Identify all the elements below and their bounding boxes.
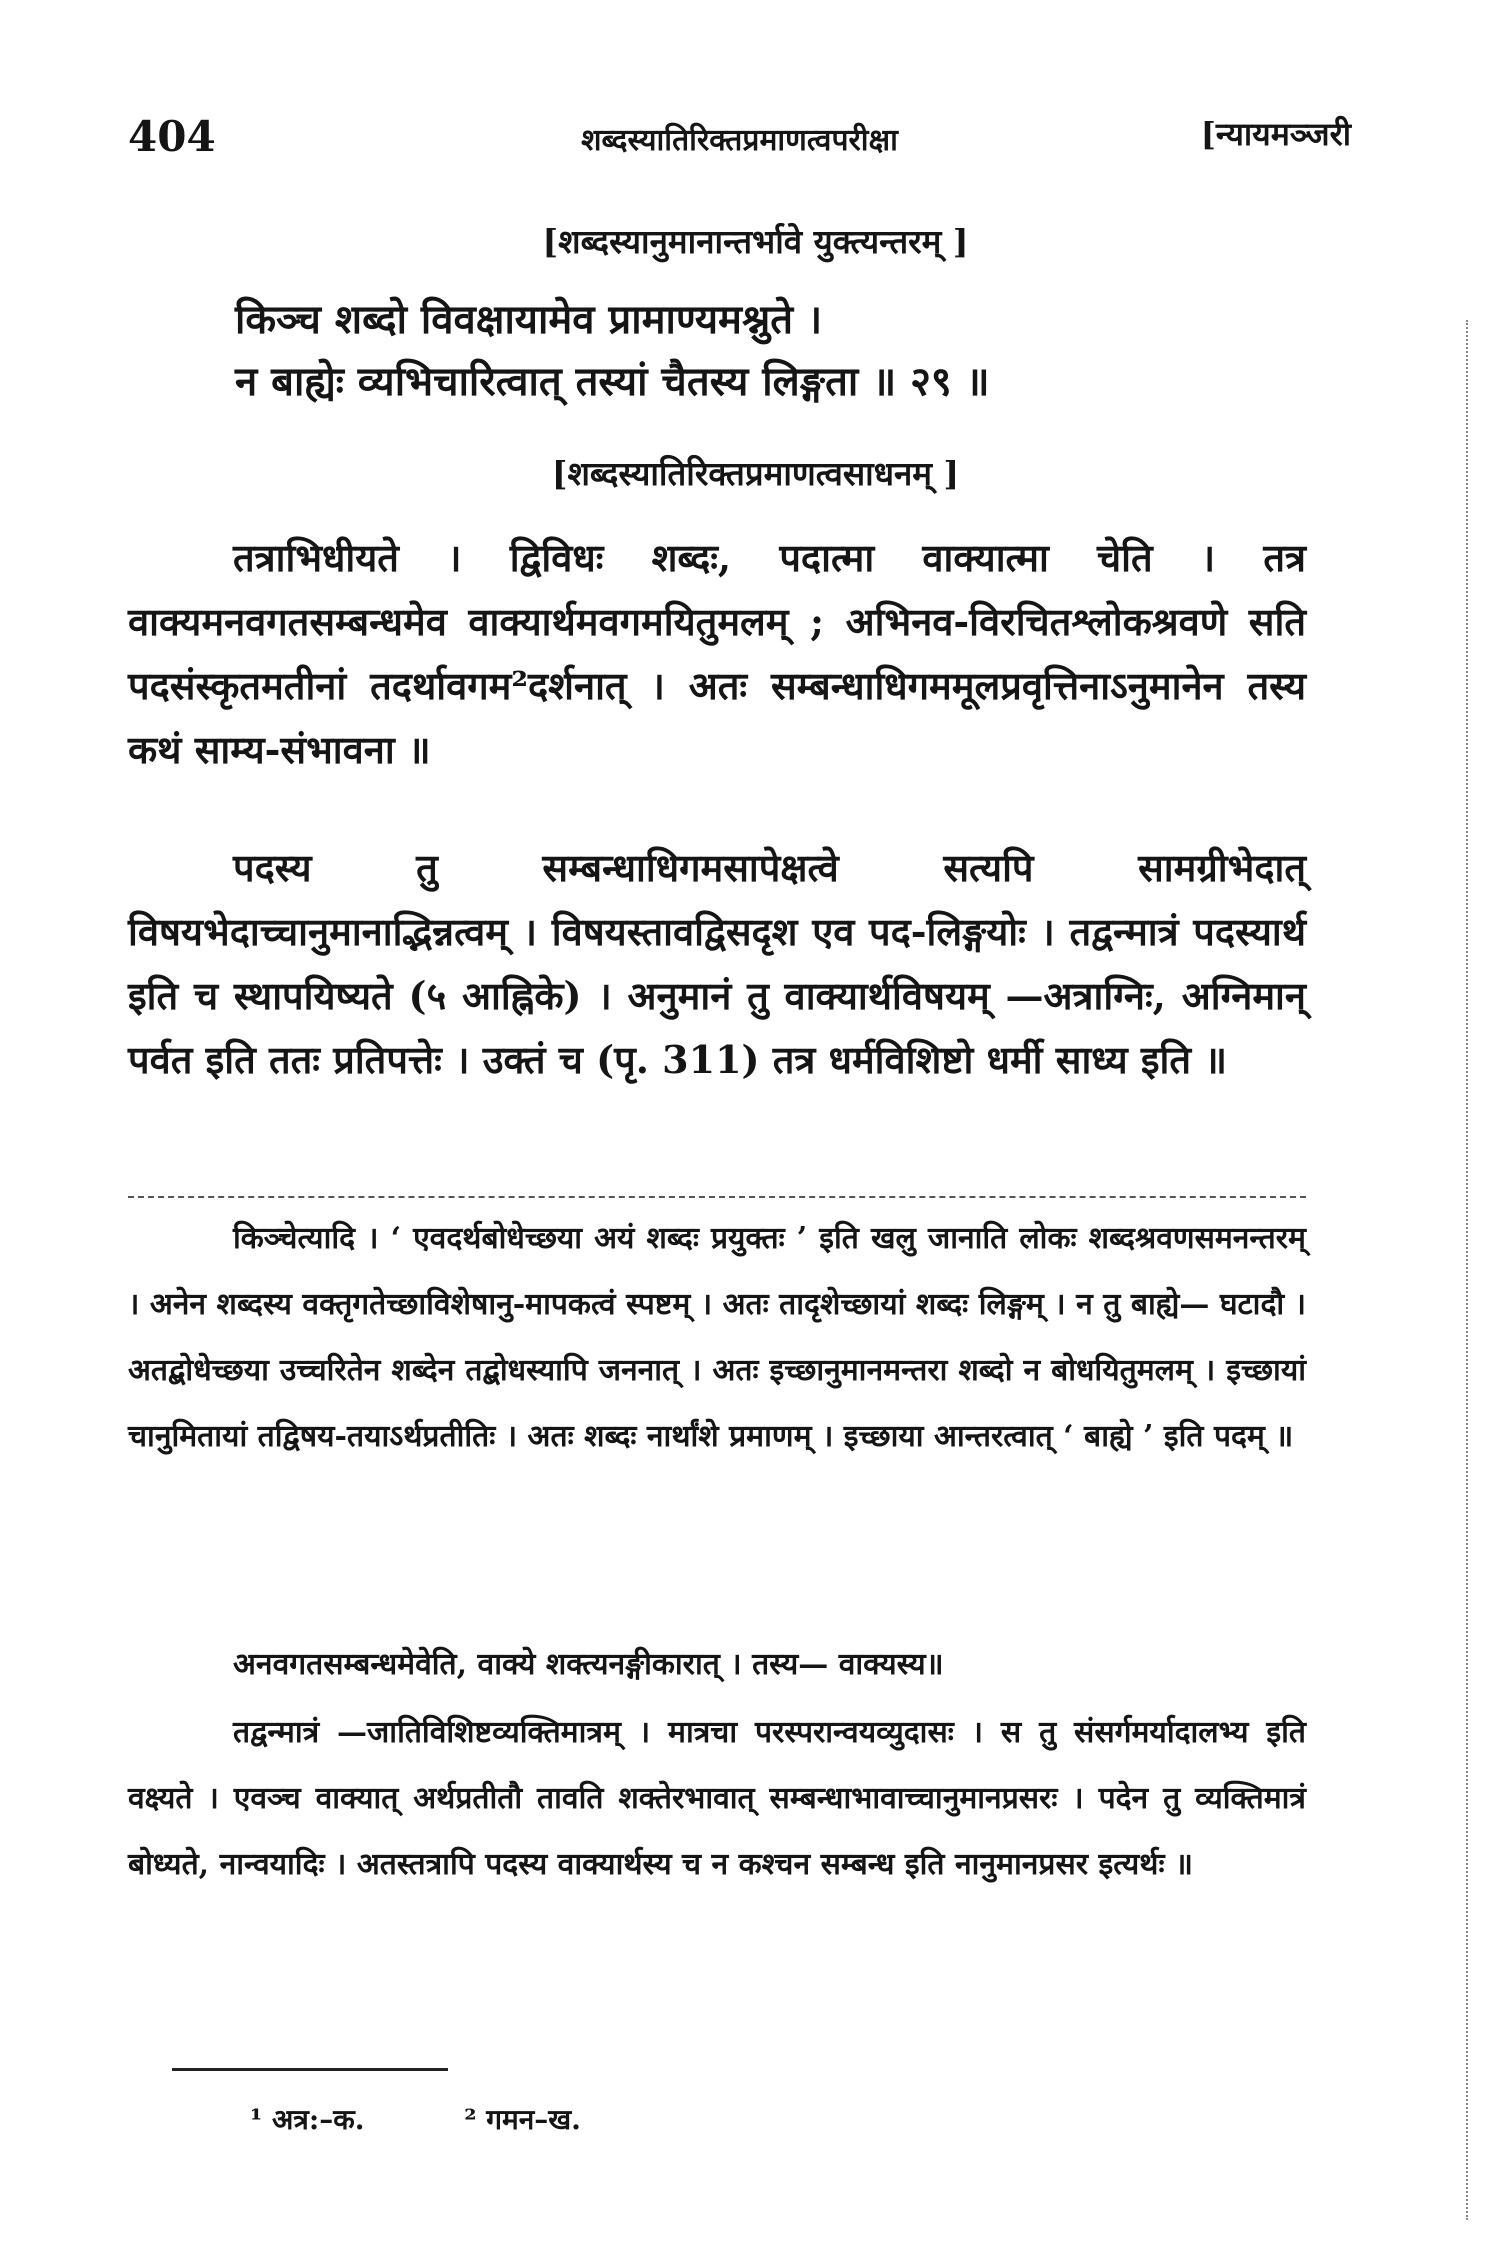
- section-heading-1: [शब्दस्यानुमानान्तर्भावे युक्त्यन्तरम् ]: [542, 222, 969, 261]
- running-title: शब्दस्यातिरिक्तप्रमाणत्वपरीक्षा: [581, 123, 898, 158]
- footnotes: [250, 2100, 671, 2138]
- section-heading-2: [शब्दस्यातिरिक्तप्रमाणत्वसाधनम् ]: [551, 454, 960, 493]
- commentary-separator: [128, 1196, 1306, 1198]
- page-header: [128, 112, 1351, 172]
- commentary-paragraph-2-text: अनवगतसम्बन्धमेवेति, वाक्ये शक्त्यनङ्गीकारात् । तस्य— वाक्यस्य॥: [233, 1647, 944, 1682]
- commentary-paragraph-3: [128, 1700, 1306, 1898]
- verse-line-2: न बाह्येः व्यभिचारित्वात् तस्यां चैतस्य लिङ्गता ॥ २९ ॥: [235, 358, 990, 405]
- main-paragraph-2-text: पदस्य तु सम्बन्धाधिगमसापेक्षत्वे सत्यपि सामग्रीभेदात् विषयभेदाच्चानुमानाद्भिन्नत्वम् । विषयस्तावद्विसदृश एव पद-लिङ्गयोः । तद्वन्मात्रं पदस्यार्थ इति च स्थापयिष्यते (५ आह्निके) । अनुमानं तु वाक्यार्थविषयम् —अत्राग्निः, अग्निमान् पर्वत इति ततः प्रतिपत्तेः । उक्तं च (पृ. 311) तत्र धर्मविशिष्टो धर्मी साध्य इति ॥: [128, 845, 1306, 1082]
- main-paragraph-1-text: तत्राभिधीयते । द्विविधः शब्दः, पदात्मा वाक्यात्मा चेति । तत्र वाक्यमनवगतसम्बन्धमेव वाक्यार्थमवगमयितुमलम् ; अभिनव-विरचितश्लोकश्रवणे सति पदसंस्कृतमतीनां तदर्थावगम²दर्शनात् । अतः सम्बन्धाधिगममूलप्रवृत्तिनाऽनुमानेन तस्य कथं साम्य-संभावना ॥: [128, 535, 1306, 772]
- main-paragraph-1: [128, 526, 1306, 782]
- commentary-paragraph-1: [128, 1206, 1306, 1470]
- commentary-paragraph-2: [128, 1632, 1306, 1698]
- commentary-paragraph-1-text: किञ्चेत्यादि । ‘ एवदर्थबोधेच्छया अयं शब्दः प्रयुक्तः ’ इति खलु जानाति लोकः शब्दश्रवणसमनन्तरम् । अनेन शब्दस्य वक्तृगतेच्छाविशेषानु-मापकत्वं स्पष्टम् । अतः तादृशेच्छायां शब्दः लिङ्गम् । न तु बाह्ये— घटादौ । अतद्बोधेच्छया उच्चरितेन शब्देन तद्बोधस्यापि जननात् । अतः इच्छानुमानमन्तरा शब्दो न बोधयितुमलम् । इच्छायां चानुमितायां तद्विषय-तयाऽर्थप्रतीतिः । अतः शब्दः नार्थांशे प्रमाणम् । इच्छाया आन्तरत्वात् ‘ बाह्ये ’ इति पदम् ॥: [128, 1221, 1306, 1454]
- page-number: 404: [128, 112, 216, 161]
- footnote-rule: [172, 2068, 448, 2071]
- commentary-paragraph-3-text: तद्वन्मात्रं —जातिविशिष्टव्यक्तिमात्रम् । मात्रचा परस्परान्वयव्युदासः । स तु संसर्गमर्यादालभ्य इति वक्ष्यते । एवञ्च वाक्यात् अर्थप्रतीतौ तावति शक्तेरभावात् सम्बन्धाभावाच्चानुमानप्रसरः । पदेन तु व्यक्तिमात्रं बोध्यते, नान्वयादिः । अतस्तत्रापि पदस्य वाक्यार्थस्य च न कश्चन सम्बन्ध इति नानुमानप्रसर इत्यर्थः ॥: [128, 1715, 1306, 1882]
- footnote-2: ² गमन–ख.: [464, 2103, 581, 2136]
- scan-margin-line: [1466, 320, 1468, 2220]
- verse-line-1: किञ्च शब्दो विवक्षायामेव प्रामाण्यमश्नुते ।: [235, 296, 823, 343]
- book-title: [न्यायमञ्जरी: [1200, 115, 1351, 153]
- main-paragraph-2: [128, 836, 1306, 1092]
- footnote-1: ¹ अत्र:–क.: [250, 2103, 365, 2136]
